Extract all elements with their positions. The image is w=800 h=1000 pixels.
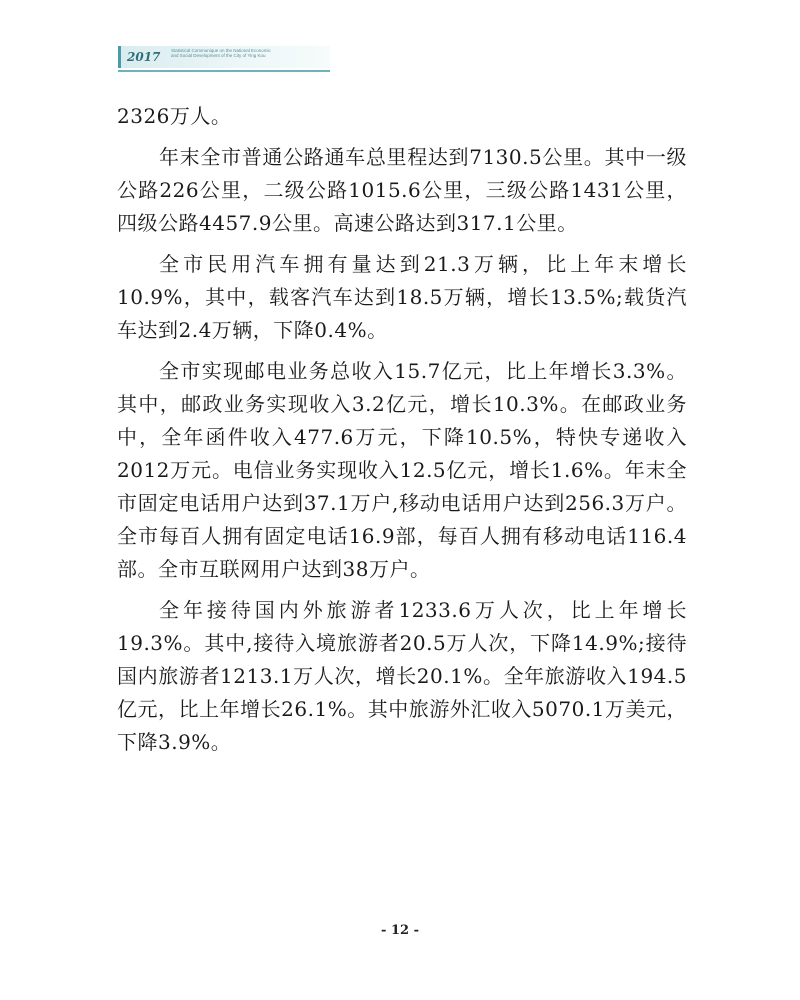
paragraph-tourism: 全年接待国内外旅游者1233.6万人次，比上年增长19.3%。其中,接待入境旅游者20.5万人次，下降14.9%;接待国内旅游者1213.1万人次，增长20.1%。全年旅游收入194.5亿元，比上年增长26.1%。其中旅游外汇收入5070.1万美元，下降3.9%。 xyxy=(117,598,687,754)
paragraph-continuation: 2326万人。 xyxy=(117,104,232,128)
header-year: 2017 xyxy=(127,50,161,64)
page-number: - 12 - xyxy=(381,923,419,938)
header-subtitle-line1: Statistical Communique on the National Economic xyxy=(171,48,271,53)
header-banner xyxy=(118,46,330,68)
document-body xyxy=(117,100,687,759)
header-divider xyxy=(118,70,330,72)
header-subtitle-line2: and Social Development of the City of Ying Kou xyxy=(171,53,266,58)
header-subtitle xyxy=(171,48,329,58)
paragraph-roads: 年末全市普通公路通车总里程达到7130.5公里。其中一级公路226公里，二级公路1015.6公里，三级公路1431公里，四级公路4457.9公里。高速公路达到317.1公里。 xyxy=(117,145,687,235)
paragraph-postal-telecom: 全市实现邮电业务总收入15.7亿元，比上年增长3.3%。其中，邮政业务实现收入3.2亿元，增长10.3%。在邮政业务中，全年函件收入477.6万元，下降10.5%，特快专递收入2012万元。电信业务实现收入12.5亿元，增长1.6%。年末全市固定电话用户达到37.1万户,移动电话用户达到256.3万户。全市每百人拥有固定电话16.9部，每百人拥有移动电话116.4部。全市互联网用户达到38万户。 xyxy=(117,359,687,581)
paragraph-vehicles: 全市民用汽车拥有量达到21.3万辆，比上年末增长10.9%，其中，载客汽车达到18.5万辆，增长13.5%;载货汽车达到2.4万辆，下降0.4%。 xyxy=(117,252,687,342)
